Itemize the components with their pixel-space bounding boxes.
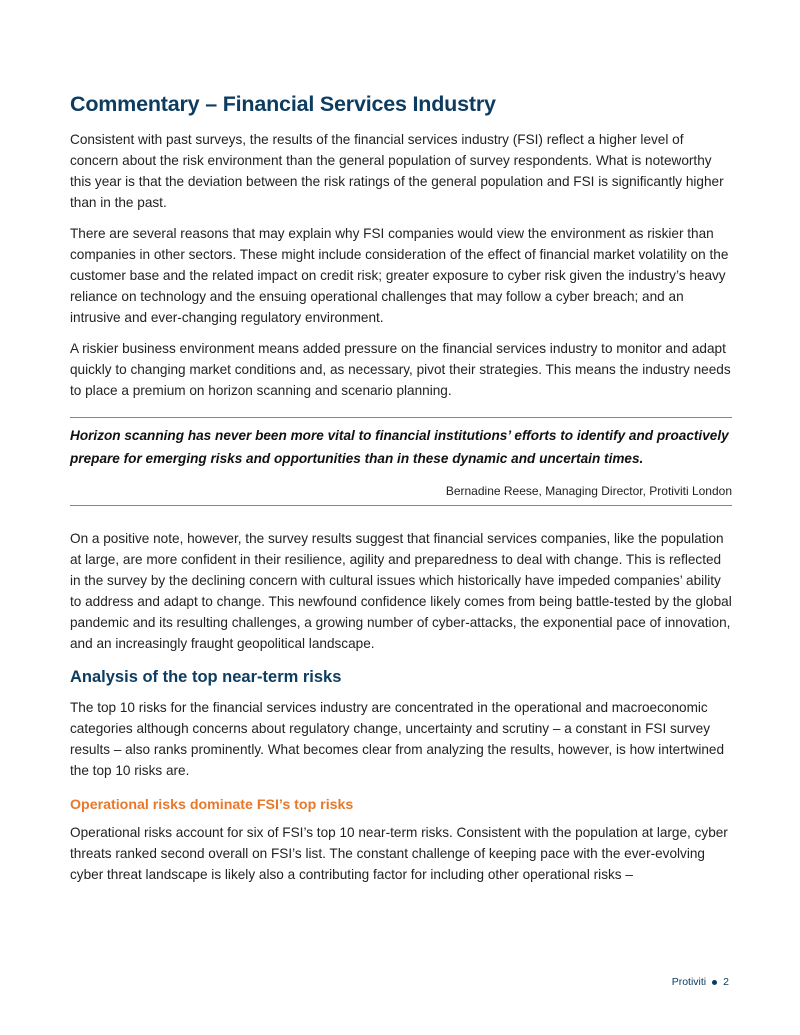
post-quote-paragraph: On a positive note, however, the survey results suggest that financial services companies, like the population at large, are more confident in their resilience, agility and preparedness to deal with change. This is reflected in the survey by the declining concern with cultural issues which historically have impeded companies’ ability to address and adapt to change. This newfound confidence likely comes from being battle-tested by the global pandemic and its resulting challenges, a growing number of cyber-attacks, the exponential pace of innovation, and an increasingly fraught geopolitical landscape.: [70, 531, 732, 651]
page-number: 2: [723, 976, 729, 988]
page-title: Commentary – Financial Services Industry: [70, 92, 496, 116]
document-page: [70, 92, 732, 895]
pull-quote: [70, 417, 732, 506]
intro-paragraph-3: A riskier business environment means added pressure on the financial services industry to monitor and adapt quickly to changing market conditions and, as necessary, pivot their strategies. This means the industry needs to place a premium on horizon scanning and scenario planning.: [70, 341, 731, 398]
intro-paragraph-1: Consistent with past surveys, the results of the financial services industry (FSI) reflect a higher level of concern about the risk environment than the general population of survey respondents. What is noteworthy this year is that the deviation between the risk ratings of the general population and FSI is significantly higher than in the past.: [70, 132, 724, 210]
section-heading: Analysis of the top near-term risks: [70, 668, 342, 686]
footer-brand: Protiviti: [671, 976, 707, 988]
section-paragraph: The top 10 risks for the financial services industry are concentrated in the operational and macroeconomic categories although concerns about regulatory change, uncertainty and scrutiny – a constant in FSI survey results – also ranks prominently. What becomes clear from analyzing the results, however, is how intertwined the top 10 risks are.: [70, 700, 725, 778]
pull-quote-attribution: Bernadine Reese, Managing Director, Protiviti London: [445, 484, 732, 498]
pull-quote-text: Horizon scanning has never been more vital to financial institutions’ efforts to identify and proactively prepare for emerging risks and opportunities than in these dynamic and uncertain times.: [70, 428, 729, 466]
page-footer: [672, 976, 729, 988]
bullet-dot-icon: [712, 980, 717, 985]
intro-paragraph-2: There are several reasons that may explain why FSI companies would view the environment as riskier than companies in other sectors. These might include consideration of the effect of financial market volatility on the customer base and the related impact on credit risk; greater exposure to cyber risk given the industry’s heavy reliance on technology and the ensuing operational challenges that may follow a cyber breach; and an intrusive and ever-changing regulatory environment.: [70, 226, 729, 325]
subsection-paragraph: Operational risks account for six of FSI’s top 10 near-term risks. Consistent with the population at large, cyber threats ranked second overall on FSI’s list. The constant challenge of keeping pace with the ever-evolving cyber threat landscape is likely also a contributing factor for including other operational risks –: [70, 825, 728, 882]
subsection-heading: Operational risks dominate FSI’s top risks: [70, 797, 354, 813]
